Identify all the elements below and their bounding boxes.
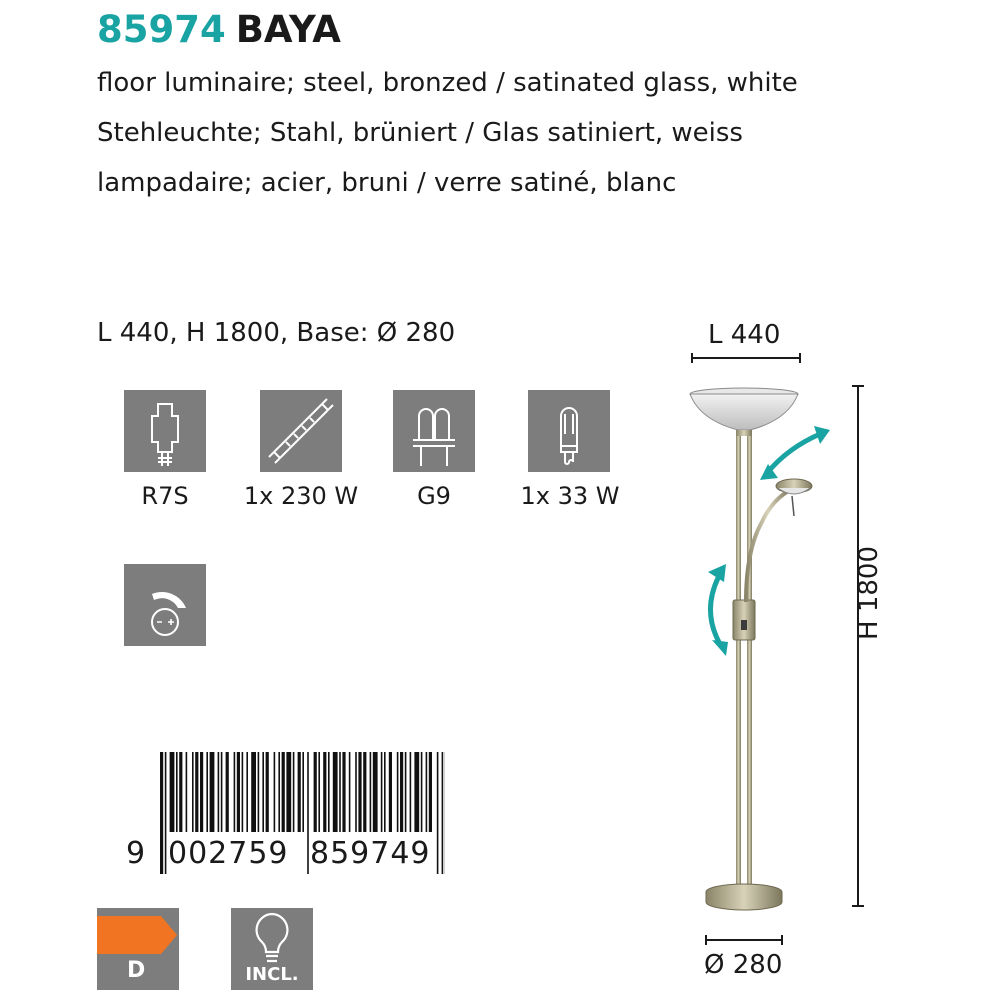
barcode-bar [400,752,403,832]
r7s-bulb-icon [124,390,206,472]
barcode-bar [186,752,188,832]
uplight-shade [690,388,798,436]
barcode-bar [160,752,163,874]
barcode-bar [274,752,276,832]
barcode-bar [179,752,182,832]
barcode-bar [363,752,366,832]
barcode-bar [397,752,399,832]
description-english: floor luminaire; steel, bronzed / satinated glass, white [97,68,798,98]
barcode-bar [437,752,439,874]
barcode-bar [384,752,386,832]
capsule-bulb-icon [528,390,610,472]
barcode-bar [266,752,269,832]
bulb-included-badge [231,908,313,990]
spec-label-g9: G9 [417,482,451,510]
barcode-bar [318,752,320,832]
barcode-bar [282,752,285,832]
product-title [97,8,341,51]
energy-class-badge [97,908,179,990]
drawing-base-label: Ø 280 [704,950,783,980]
barcode-bar [206,752,208,832]
barcode-bar [195,752,198,832]
arm-swivel-arrow [710,578,720,644]
barcode-bar [210,752,215,832]
product-name: BAYA [235,8,341,51]
barcode-bar [262,752,264,832]
barcode-group-1: 002759 [168,836,289,871]
barcode-bar [373,752,378,832]
energy-class-label: D [127,958,146,983]
height-dimension-line [852,386,864,906]
linear-halogen-tube-icon [260,390,342,472]
drawing-width-label: L 440 [708,320,781,350]
barcode-bar [307,752,309,874]
lamp-pole-left [736,436,741,888]
dimmer-knob [741,620,747,630]
barcode-bar [410,752,412,832]
barcode-bar [226,752,229,832]
barcode-bar [405,752,407,832]
barcode-bar [328,752,330,832]
barcode-bar [246,752,248,832]
bulb-included-label: INCL. [245,964,299,985]
base-dimension-line [706,935,782,945]
barcode-bar [302,752,304,832]
barcode-bar [192,752,194,832]
dimensions-text: L 440, H 1800, Base: Ø 280 [97,318,456,348]
g9-bulb-icon [393,390,475,472]
lamp-base [706,884,782,910]
barcode-bar [221,752,223,832]
barcode-bar [414,752,419,832]
width-dimension-line [692,353,800,363]
barcode-bar [333,752,338,832]
spec-label-230w: 1x 230 W [243,482,359,510]
barcode-bar [381,752,383,832]
barcode-bar [342,752,345,832]
barcode-bar [429,752,432,832]
dimmer-icon [124,564,206,646]
barcode-bar [234,752,236,832]
barcode-bar [421,752,423,832]
barcode-bar [349,752,351,832]
barcode-bar [176,752,178,832]
barcode-bar [258,752,260,832]
barcode-bar [370,752,372,832]
barcode-bar [442,752,444,874]
barcode-bar [314,752,317,832]
barcode-first-digit: 9 [126,836,146,871]
barcode-bar [278,752,280,832]
barcode-bar [218,752,220,832]
barcode-group-2: 859749 [310,836,431,871]
energy-arrow-icon [97,916,179,954]
arrow-head-bottom [712,640,728,656]
barcode-bar [293,752,295,832]
barcode-bar [339,752,341,832]
barcode-bar [389,752,392,832]
lamp-pole-right [747,436,752,888]
barcode-bar [286,752,291,832]
barcode-bar [170,752,175,832]
barcode-bar [323,752,326,832]
barcode-bar [165,752,167,874]
shade-tilt-arrow [768,434,820,472]
spec-label-33w: 1x 33 W [520,482,620,510]
barcode-bar [237,752,240,832]
barcode-bar [355,752,357,832]
barcode-bar [298,752,301,832]
description-french: lampadaire; acier, bruni / verre satiné, blanc [97,168,677,198]
barcode-bar [358,752,361,832]
lamp-drawing [680,350,920,950]
barcode-bar [242,752,244,832]
reading-arm [746,490,790,602]
barcode-bar [426,752,428,832]
article-number: 85974 [97,8,226,51]
description-german: Stehleuchte; Stahl, brüniert / Glas satiniert, weiss [97,118,743,148]
barcode-bar [200,752,203,832]
drawing-height-label: H 1800 [854,546,884,640]
barcode-bar [251,752,256,832]
spec-label-r7s: R7S [141,482,189,510]
bulb-icon [231,908,313,968]
